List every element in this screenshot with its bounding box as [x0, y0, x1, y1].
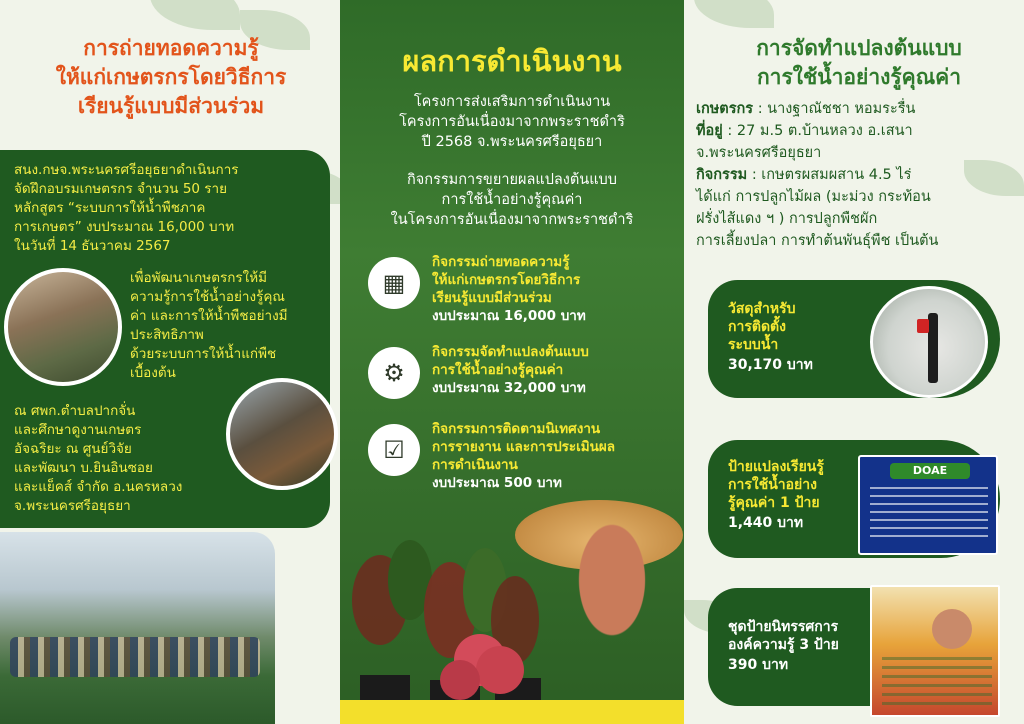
middle-title: ผลการดำเนินงาน: [402, 44, 622, 78]
address-label: ที่อยู่: [696, 123, 723, 139]
middle-bottom-bar: [340, 700, 684, 724]
exhibition-poster-image: [870, 585, 1000, 717]
farmer-portrait: [540, 500, 684, 700]
card-irrigation-materials: วัสดุสำหรับ การติดตั้ง ระบบน้ำ 30,170 บาท: [708, 280, 1000, 398]
left-title: การถ่ายทอดความรู้ ให้แก่เกษตรกรโดยวิธีการ เรียนรู้แบบมีส่วนร่วม: [55, 36, 287, 118]
right-title: การจัดทำแปลงต้นแบบ การใช้น้ำอย่างรู้คุณค่า: [756, 36, 962, 89]
leaf-decoration: [150, 0, 240, 30]
activity-item-monitoring: ☑ กิจกรรมการติดตามนิเทศงาน การรายงาน และการประเมินผล การดำเนินงาน งบประมาณ 500 บาท: [368, 420, 658, 490]
presentation-icon: ▦: [368, 257, 420, 309]
project-subtitle: โครงการส่งเสริมการดำเนินงาน โครงการอันเนื่องมาจากพระราชดำริ ปี 2568 จ.พระนครศรีอยุธยา: [399, 94, 625, 150]
greenhouse-group-photo: [0, 532, 275, 724]
card-price: 30,170 บาท: [728, 357, 813, 373]
activity-budget: งบประมาณ 32,000 บาท: [432, 380, 586, 396]
purpose-paragraph: เพื่อพัฒนาเกษตรกรให้มี ความรู้การใช้น้ำอย่างรู้คุณ ค่า และการให้น้ำพืชอย่างมี ประสิทธิภาพ ด้วยระบบการให้น้ำแก่พืช เบื้องต้น: [130, 270, 288, 381]
farmer-info: เกษตรกร : นางฐาณัชชา หอมระรื่น ที่อยู่ : 27 ม.5 ต.บ้านหลวง อ.เสนา จ.พระนครศรีอยุธยา กิจกรรม : เกษตรผสมผสาน 4.5 ไร่ ได้แก่ การปลูกไม้ผล (มะม่วง กระท้อน ฝรั่งไส้แดง ฯ ) การปลูกพืชผัก การเลี้ยงปลา การทำต้นพันธุ์พืช เป็นต้น: [696, 101, 939, 249]
leaf-decoration: [694, 0, 774, 28]
doae-logo: DOAE: [890, 463, 970, 479]
card-price: 1,440 บาท: [728, 515, 804, 531]
activity-item-training: ▦ กิจกรรมถ่ายทอดความรู้ ให้แก่เกษตรกรโดยวิธีการ เรียนรู้แบบมีส่วนร่วม งบประมาณ 16,000 บาท: [368, 253, 658, 323]
activity-label: กิจกรรม: [696, 167, 748, 183]
activity-subtitle: กิจกรรมการขยายผลแปลงต้นแบบ การใช้น้ำอย่างรู้คุณค่า ในโครงการอันเนื่องมาจากพระราชดำริ: [390, 172, 634, 228]
card-learning-sign: ป้ายแปลงเรียนรู้ การใช้น้ำอย่าง รู้คุณค่า 1 ป้าย 1,440 บาท: [708, 440, 1000, 558]
training-paragraph: สนง.กษจ.พระนครศรีอยุธยาดำเนินการ จัดฝึกอบรมเกษตรกร จำนวน 50 ราย หลักสูตร “ระบบการให้น้ำพืชภาค การเกษตร” งบประมาณ 16,000 บาท ในวันที่ 14 ธันวาคม 2567: [14, 162, 239, 254]
card-price: 390 บาท: [728, 657, 789, 673]
workshop-photo: [226, 378, 338, 490]
water-gear-icon: ⚙: [368, 347, 420, 399]
card-exhibition-signs: ชุดป้ายนิทรรศการ องค์ความรู้ 3 ป้าย 390 บาท: [708, 588, 1000, 706]
activity-item-prototype: ⚙ กิจกรรมจัดทำแปลงต้นแบบ การใช้น้ำอย่างรู้คุณค่า งบประมาณ 32,000 บาท: [368, 343, 658, 413]
activity-budget: งบประมาณ 16,000 บาท: [432, 308, 586, 324]
farmer-label: เกษตรกร: [696, 101, 754, 117]
people-row: [10, 637, 260, 677]
activity-budget: งบประมาณ 500 บาท: [432, 475, 562, 491]
drip-irrigation-photo: [870, 286, 988, 398]
learning-sign-image: [858, 455, 998, 555]
location-paragraph: ณ ศพก.ตำบลปากจั่น และศึกษาดูงานเกษตร อัจฉริยะ ณ ศูนย์วิจัย และพัฒนา บ.ยินอินซอย และแย็คส์ จำกัด อ.นครหลวง จ.พระนครศรีอยุธยา: [14, 403, 183, 514]
checklist-icon: ☑: [368, 424, 420, 476]
training-photo: [4, 268, 122, 386]
